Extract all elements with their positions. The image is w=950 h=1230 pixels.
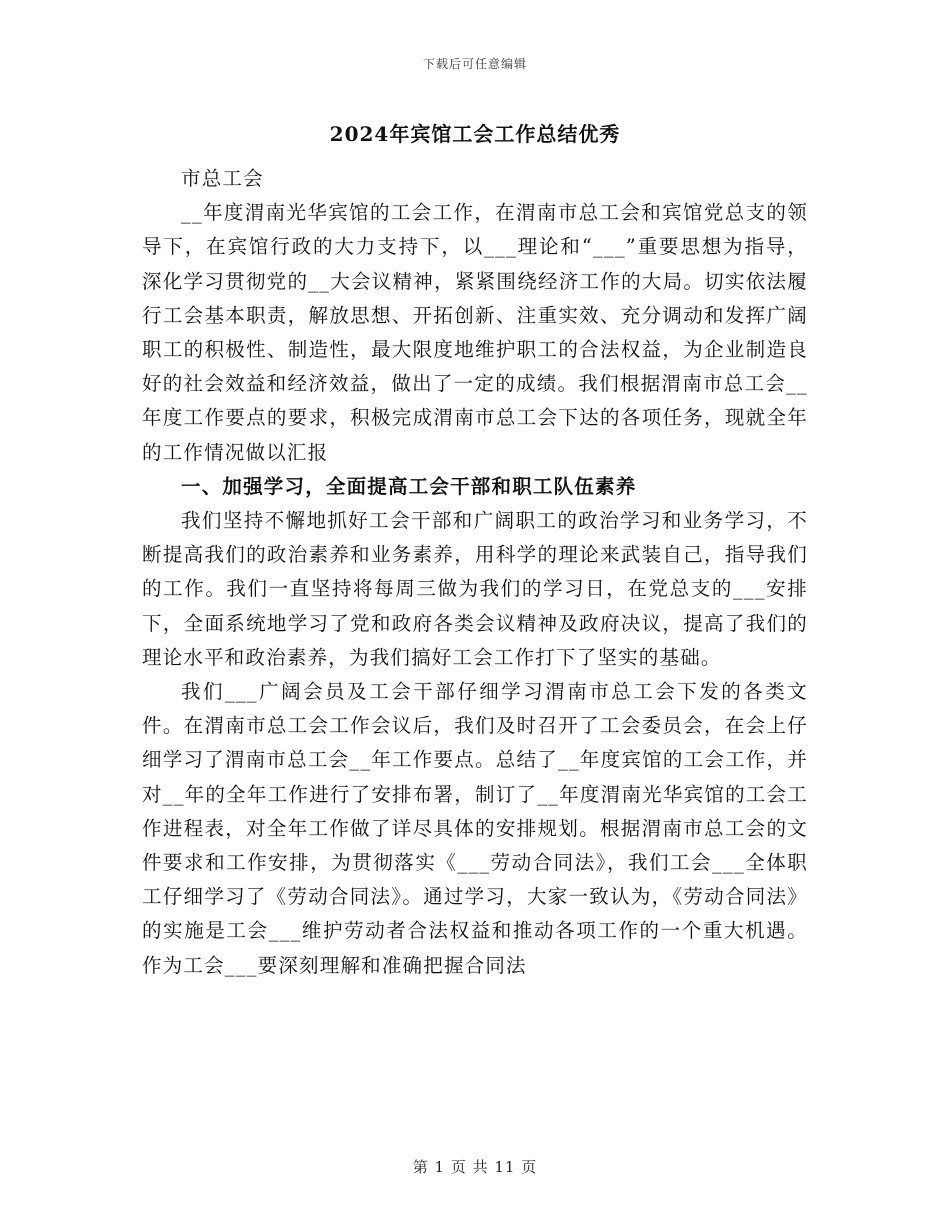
document-title: 2024年宾馆工会工作总结优秀 [329, 122, 621, 146]
document-body [142, 108, 808, 983]
body-paragraph-1: 我们坚持不懈地抓好工会干部和广阔职工的政治学习和业务学习，不断提高我们的政治素养和业务素养，用科学的理论来武装自己，指导我们的工作。我们一直坚持将每周三做为我们的学习日，在党总支的___安排下，全面系统地学习了党和政府各类会议精神及政府决议，提高了我们的理论水平和政治素养，为我们搞好工会工作打下了坚实的基础。 [142, 509, 808, 669]
page-footer: 第 1 页 共 11 页 [412, 1158, 538, 1176]
body-paragraph-2: 我们___广阔会员及工会干部仔细学习渭南市总工会下发的各类文件。在渭南市总工会工作会议后，我们及时召开了工会委员会，在会上仔细学习了渭南市总工会__年工作要点。总结了__年度宾馆的工会工作，并对__年的全年工作进行了安排布署，制订了__年度渭南光华宾馆的工会工作进程表，对全年工作做了详尽具体的安排规划。根据渭南市总工会的文件要求和工作安排，为贯彻落实《___劳动合同法》，我们工会___全体职工仔细学习了《劳动合同法》。通过学习，大家一致认为，《劳动合同法》的实施是工会___维护劳动者合法权益和推动各项工作的一个重大机遇。作为工会___要深刻理解和准确把握合同法 [142, 680, 808, 977]
intro-paragraph: __年度渭南光华宾馆的工会工作，在渭南市总工会和宾馆党总支的领导下，在宾馆行政的大力支持下，以___理论和“___”重要思想为指导，深化学习贯彻党的__大会议精神，紧紧围绕经济工作的大局。切实依法履行工会基本职责，解放思想、开拓创新、注重实效、充分调动和发挥广阔职工的积极性、制造性，最大限度地维护职工的合法权益，为企业制造良好的社会效益和经济效益，做出了一定的成绩。我们根据渭南市总工会__年度工作要点的要求，积极完成渭南市总工会下达的各项任务，现就全年的工作情况做以汇报 [142, 201, 808, 464]
header-note: 下载后可任意编辑 [422, 57, 527, 71]
section-heading: 一、加强学习，全面提高工会干部和职工队伍素养 [181, 474, 637, 498]
salutation: 市总工会 [181, 167, 264, 190]
